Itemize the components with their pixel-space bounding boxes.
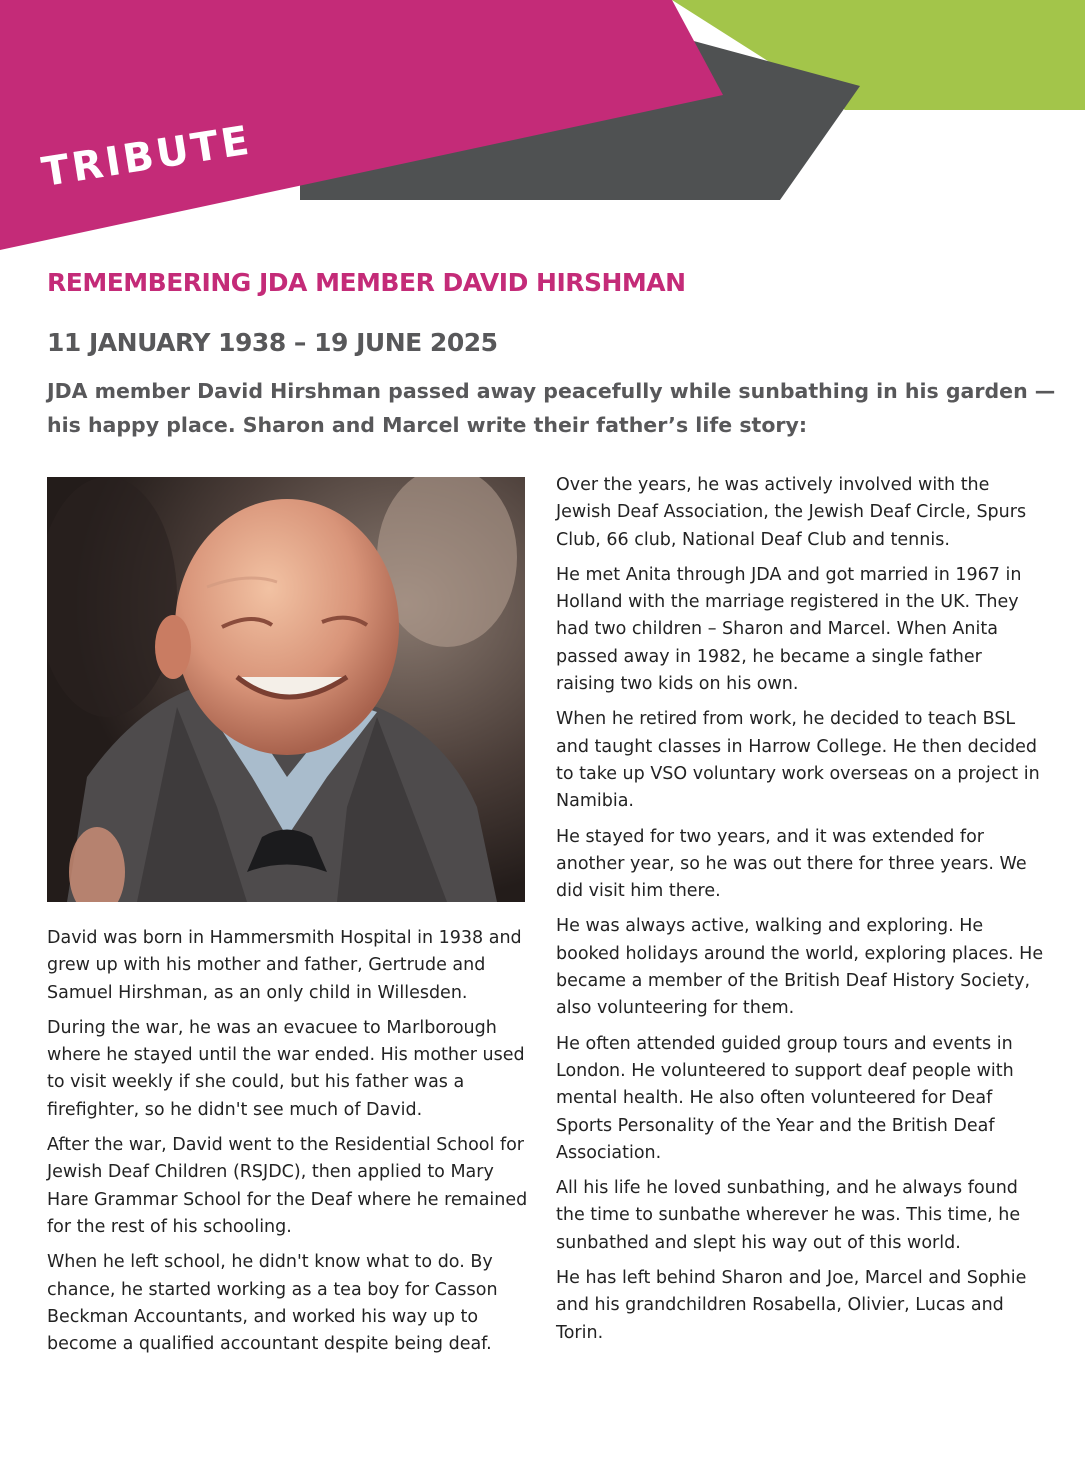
- story-paragraph: He often attended guided group tours and events in London. He volunteered to support deaf people with mental health. He also often volunteered for Deaf Sports Personality of the Year and the British Deaf Association.: [556, 1033, 1014, 1163]
- left-column: [47, 925, 531, 1366]
- story-paragraph: He stayed for two years, and it was extended for another year, so he was out there for three years. We did visit him there.: [556, 826, 1027, 902]
- story-paragraph: All his life he loved sunbathing, and he always found the time to sunbathe wherever he was. This time, he sunbathed and slept his way out of this world.: [556, 1178, 1021, 1253]
- story-paragraph: During the war, he was an evacuee to Marlborough where he stayed until the war ended. His mother used to visit weekly if she could, but his father was a firefighter, so he didn't see much of David.: [47, 1017, 525, 1120]
- story-paragraph: When he left school, he didn't know what to do. By chance, he started working as a tea boy for Casson Beckman Accountants, and worked his way up to become a qualified accountant despite being deaf.: [47, 1252, 498, 1355]
- story-paragraph: After the war, David went to the Residential School for Jewish Deaf Children (RSJDC), then applied to Mary Hare Grammar School for the Deaf where he remained for the rest of his schooling.: [47, 1135, 528, 1237]
- life-dates: 11 JANUARY 1938 – 19 JUNE 2025: [47, 328, 498, 357]
- story-paragraph: Over the years, he was actively involved with the Jewish Deaf Association, the Jewish Deaf Circle, Spurs Club, 66 club, National Deaf Club and tennis.: [556, 475, 1027, 550]
- article-intro: JDA member David Hirshman passed away peacefully while sunbathing in his garden — his happy place. Sharon and Marcel write their father’s life story:: [47, 379, 1056, 437]
- story-paragraph: He met Anita through JDA and got married in 1967 in Holland with the marriage registered in the UK. They had two children – Sharon and Marcel. When Anita passed away in 1982, he became a single father raising two kids on his own.: [556, 564, 1022, 695]
- article-headline: REMEMBERING JDA MEMBER DAVID HIRSHMAN: [47, 268, 686, 297]
- story-paragraph: He was always active, walking and exploring. He booked holidays around the world, exploring places. He became a member of the British Deaf History Society, also volunteering for them.: [556, 916, 1044, 1019]
- story-paragraph: David was born in Hammersmith Hospital in 1938 and grew up with his mother and father, Gertrude and Samuel Hirshman, as an only child in Willesden.: [47, 928, 522, 1003]
- story-paragraph: He has left behind Sharon and Joe, Marcel and Sophie and his grandchildren Rosabella, Olivier, Lucas and Torin.: [556, 1268, 1027, 1343]
- tribute-label: TRIBUTE: [38, 117, 255, 196]
- portrait-photo: [47, 477, 525, 902]
- story-paragraph: When he retired from work, he decided to teach BSL and taught classes in Harrow College. He then decided to take up VSO voluntary work overseas on a project in Namibia.: [556, 709, 1040, 812]
- right-column: [556, 472, 1046, 1355]
